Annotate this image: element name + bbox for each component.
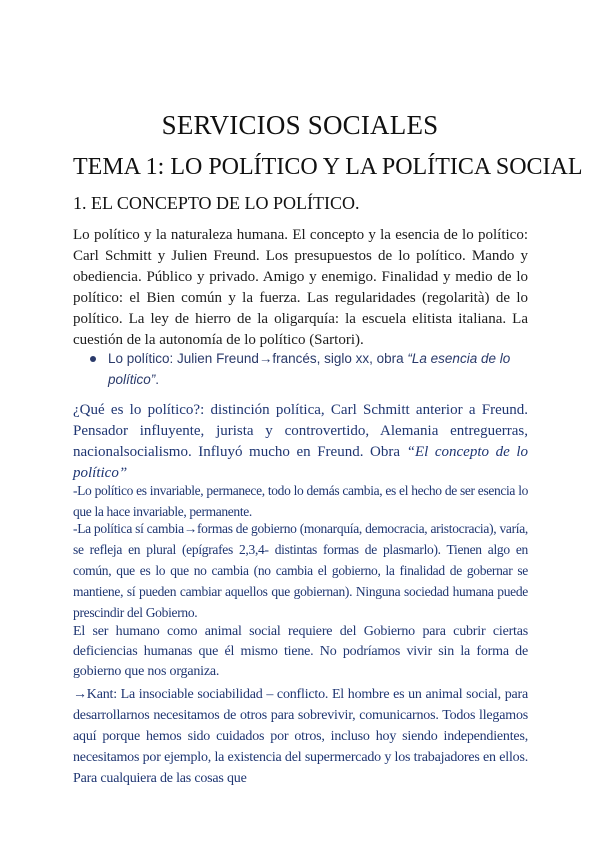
paragraph-6: →Kant: La insociable sociabilidad – conflicto. El hombre es un animal social, para desarrollarnos necesitamos de otros para sobrevivir, comunicarnos. Todos llegamos aquí porque hemos sido cuidados por otros, incluso hoy siendo independientes, necesitamos por ejemplo, la existencia del supermercado y los trabajadores en ellos. Para cualquiera de las cosas que xyxy=(73,687,528,786)
bullet-text-main: Lo político: Julien Freund→francés, siglo xx, obra xyxy=(108,351,408,366)
paragraph-5: El ser humano como animal social requiere del Gobierno para cubrir ciertas deficiencias humanas que él mismo tiene. No podríamos vivir sin la forma de gobierno que nos organiza. xyxy=(73,624,528,679)
bullet-item xyxy=(90,348,530,390)
bullet-dot-icon xyxy=(90,356,96,362)
paragraph-2 xyxy=(73,400,528,484)
bullet-text-italic: “La esencia de lo político” xyxy=(108,351,511,387)
bullet-text-end: . xyxy=(155,372,160,387)
paragraph-3: -Lo político es invariable, permanece, todo lo demás cambia, es el hecho de ser esencia lo que la hace invariable, permanente. xyxy=(73,483,528,519)
paragraph-2-text: ¿Qué es lo político?: distinción política, Carl Schmitt anterior a Freund. Pensador influyente, jurista y controvertido, Alemania entreguerras, nacionalsocialismo. Influyó mucho en Freund. Obra xyxy=(73,402,528,460)
paragraph-4: -La política sí cambia→formas de gobierno (monarquía, democracia, aristocracia), varía, se refleja en plural (epígrafes 2,3,4- distintas formas de plasmarlo). Tienen algo en común, que es lo que no cambia (no cambia el gobierno, la finalidad de gobernar se mantiene, sí pueden cambiar aquellos que gobiernan). Ninguna sociedad humana puede prescindir del Gobierno. xyxy=(73,521,528,620)
section-heading: 1. EL CONCEPTO DE LO POLÍTICO. xyxy=(73,193,360,213)
intro-paragraph: Lo político y la naturaleza humana. El concepto y la esencia de lo político: Carl Schmitt y Julien Freund. Los presupuestos de lo político. Mando y obediencia. Público y privado. Amigo y enemigo. Finalidad y medio de lo político: el Bien común y la fuerza. Las regularidades (regolarità) de lo político. La ley de hierro de la oligarquía: la escuela elitista italiana. La cuestión de la autonomía de lo político (Sartori). xyxy=(73,227,528,348)
paragraph-2-italic: “El concepto de lo político” xyxy=(73,444,529,481)
bullet-text xyxy=(90,348,530,390)
document-subtitle: TEMA 1: LO POLÍTICO Y LA POLÍTICA SOCIAL xyxy=(73,154,583,180)
document-title: SERVICIOS SOCIALES xyxy=(161,110,439,140)
